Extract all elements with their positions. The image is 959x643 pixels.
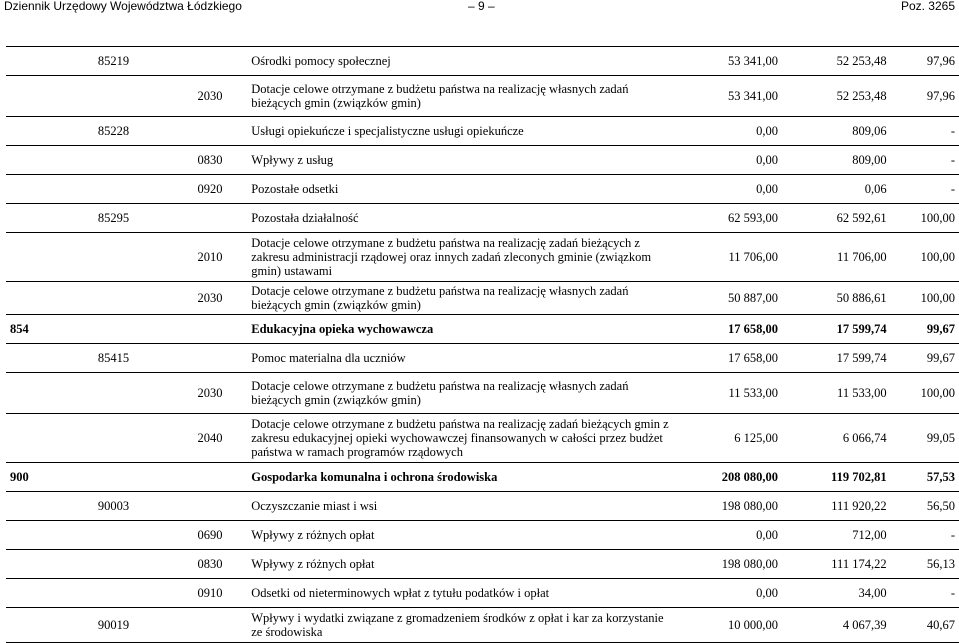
description-cell: Dotacje celowe otrzymane z budżetu państwa na realizację zadań bieżących z zakresu administracji rządowej oraz innych zadań zleconych gminie (związkom gmin) ustawami xyxy=(247,233,673,282)
chapter-cell xyxy=(54,146,173,175)
percent-cell: 100,00 xyxy=(891,204,959,233)
journal-title: Dziennik Urzędowy Województwa Łódzkiego xyxy=(4,0,242,13)
description-cell: Pomoc materialna dla uczniów xyxy=(247,344,673,373)
paragraph-cell: 2030 xyxy=(173,373,247,414)
execution-cell: 52 253,48 xyxy=(782,76,891,117)
percent-cell: 56,13 xyxy=(891,550,959,579)
percent-cell: 100,00 xyxy=(891,282,959,315)
paragraph-cell xyxy=(173,492,247,521)
table-row xyxy=(6,373,959,414)
percent-cell: 97,96 xyxy=(891,76,959,117)
paragraph-cell xyxy=(173,204,247,233)
execution-cell: 11 533,00 xyxy=(782,373,891,414)
chapter-cell: 85228 xyxy=(54,117,173,146)
section-cell xyxy=(6,373,54,414)
page-header xyxy=(0,0,959,14)
table-row xyxy=(6,521,959,550)
chapter-cell: 90003 xyxy=(54,492,173,521)
plan-cell: 0,00 xyxy=(673,117,782,146)
paragraph-cell: 2010 xyxy=(173,233,247,282)
percent-cell: - xyxy=(891,521,959,550)
table-row xyxy=(6,233,959,282)
paragraph-cell: 0830 xyxy=(173,146,247,175)
description-cell: Dotacje celowe otrzymane z budżetu państwa na realizację własnych zadań bieżących gmin (związków gmin) xyxy=(247,282,673,315)
chapter-cell xyxy=(54,414,173,463)
table-row xyxy=(6,76,959,117)
paragraph-cell: 0690 xyxy=(173,521,247,550)
percent-cell: 97,96 xyxy=(891,47,959,76)
section-cell xyxy=(6,76,54,117)
section-cell xyxy=(6,146,54,175)
paragraph-cell: 0920 xyxy=(173,175,247,204)
description-cell: Wpływy i wydatki związane z gromadzeniem środków z opłat i kar za korzystanie ze środowiska xyxy=(247,608,673,643)
section-cell xyxy=(6,47,54,76)
execution-cell: 50 886,61 xyxy=(782,282,891,315)
percent-cell: - xyxy=(891,117,959,146)
execution-cell: 17 599,74 xyxy=(782,344,891,373)
plan-cell: 53 341,00 xyxy=(673,47,782,76)
plan-cell: 198 080,00 xyxy=(673,492,782,521)
paragraph-cell: 0830 xyxy=(173,550,247,579)
execution-cell: 11 706,00 xyxy=(782,233,891,282)
plan-cell: 0,00 xyxy=(673,175,782,204)
description-cell: Ośrodki pomocy społecznej xyxy=(247,47,673,76)
plan-cell: 50 887,00 xyxy=(673,282,782,315)
table-row xyxy=(6,463,959,492)
chapter-cell xyxy=(54,76,173,117)
table-row xyxy=(6,47,959,76)
percent-cell: 40,67 xyxy=(891,608,959,643)
plan-cell: 11 533,00 xyxy=(673,373,782,414)
plan-cell: 0,00 xyxy=(673,579,782,608)
plan-cell: 6 125,00 xyxy=(673,414,782,463)
chapter-cell: 90019 xyxy=(54,608,173,643)
percent-cell: 99,67 xyxy=(891,315,959,344)
chapter-cell xyxy=(54,175,173,204)
paragraph-cell xyxy=(173,117,247,146)
section-cell xyxy=(6,550,54,579)
execution-cell: 17 599,74 xyxy=(782,315,891,344)
table-row xyxy=(6,492,959,521)
section-cell xyxy=(6,414,54,463)
execution-cell: 6 066,74 xyxy=(782,414,891,463)
chapter-cell xyxy=(54,550,173,579)
plan-cell: 198 080,00 xyxy=(673,550,782,579)
table-row xyxy=(6,282,959,315)
section-cell xyxy=(6,344,54,373)
description-cell: Edukacyjna opieka wychowawcza xyxy=(247,315,673,344)
execution-cell: 809,00 xyxy=(782,146,891,175)
section-cell: 900 xyxy=(6,463,54,492)
table-row xyxy=(6,344,959,373)
table-row xyxy=(6,550,959,579)
section-cell xyxy=(6,282,54,315)
execution-cell: 809,06 xyxy=(782,117,891,146)
plan-cell: 10 000,00 xyxy=(673,608,782,643)
budget-table xyxy=(6,46,959,643)
section-cell xyxy=(6,204,54,233)
execution-cell: 111 174,22 xyxy=(782,550,891,579)
paragraph-cell: 2040 xyxy=(173,414,247,463)
section-cell xyxy=(6,175,54,204)
percent-cell: - xyxy=(891,175,959,204)
execution-cell: 62 592,61 xyxy=(782,204,891,233)
description-cell: Dotacje celowe otrzymane z budżetu państwa na realizację zadań bieżących gmin z zakresu edukacyjnej opieki wychowawczej finansowanych w całości przez budżet państwa w ramach programów rządowych xyxy=(247,414,673,463)
plan-cell: 11 706,00 xyxy=(673,233,782,282)
plan-cell: 17 658,00 xyxy=(673,315,782,344)
section-cell xyxy=(6,492,54,521)
section-cell xyxy=(6,521,54,550)
percent-cell: 56,50 xyxy=(891,492,959,521)
description-cell: Usługi opiekuńcze i specjalistyczne usługi opiekuńcze xyxy=(247,117,673,146)
percent-cell: 99,67 xyxy=(891,344,959,373)
percent-cell: 57,53 xyxy=(891,463,959,492)
description-cell: Dotacje celowe otrzymane z budżetu państwa na realizację własnych zadań bieżących gmin (związków gmin) xyxy=(247,76,673,117)
execution-cell: 0,06 xyxy=(782,175,891,204)
section-cell xyxy=(6,608,54,643)
description-cell: Dotacje celowe otrzymane z budżetu państwa na realizację własnych zadań bieżących gmin (związków gmin) xyxy=(247,373,673,414)
page-number: – 9 – xyxy=(468,0,495,13)
table-row xyxy=(6,414,959,463)
execution-cell: 52 253,48 xyxy=(782,47,891,76)
paragraph-cell: 2030 xyxy=(173,282,247,315)
description-cell: Wpływy z różnych opłat xyxy=(247,550,673,579)
chapter-cell xyxy=(54,463,173,492)
chapter-cell xyxy=(54,521,173,550)
paragraph-cell xyxy=(173,463,247,492)
execution-cell: 4 067,39 xyxy=(782,608,891,643)
chapter-cell xyxy=(54,282,173,315)
table-row xyxy=(6,579,959,608)
description-cell: Oczyszczanie miast i wsi xyxy=(247,492,673,521)
table-row xyxy=(6,204,959,233)
execution-cell: 119 702,81 xyxy=(782,463,891,492)
description-cell: Gospodarka komunalna i ochrona środowiska xyxy=(247,463,673,492)
paragraph-cell xyxy=(173,47,247,76)
plan-cell: 53 341,00 xyxy=(673,76,782,117)
paragraph-cell: 0910 xyxy=(173,579,247,608)
description-cell: Wpływy z różnych opłat xyxy=(247,521,673,550)
table-row xyxy=(6,117,959,146)
chapter-cell xyxy=(54,579,173,608)
table-row xyxy=(6,175,959,204)
plan-cell: 0,00 xyxy=(673,521,782,550)
execution-cell: 34,00 xyxy=(782,579,891,608)
paragraph-cell: 2030 xyxy=(173,76,247,117)
plan-cell: 0,00 xyxy=(673,146,782,175)
paragraph-cell xyxy=(173,315,247,344)
position-number: Poz. 3265 xyxy=(900,0,955,13)
description-cell: Pozostałe odsetki xyxy=(247,175,673,204)
percent-cell: 99,05 xyxy=(891,414,959,463)
chapter-cell: 85295 xyxy=(54,204,173,233)
execution-cell: 111 920,22 xyxy=(782,492,891,521)
percent-cell: 100,00 xyxy=(891,233,959,282)
percent-cell: - xyxy=(891,146,959,175)
chapter-cell: 85219 xyxy=(54,47,173,76)
description-cell: Wpływy z usług xyxy=(247,146,673,175)
paragraph-cell xyxy=(173,344,247,373)
plan-cell: 208 080,00 xyxy=(673,463,782,492)
plan-cell: 62 593,00 xyxy=(673,204,782,233)
chapter-cell: 85415 xyxy=(54,344,173,373)
paragraph-cell xyxy=(173,608,247,643)
section-cell xyxy=(6,579,54,608)
execution-cell: 712,00 xyxy=(782,521,891,550)
chapter-cell xyxy=(54,373,173,414)
chapter-cell xyxy=(54,233,173,282)
table-row xyxy=(6,608,959,643)
section-cell xyxy=(6,117,54,146)
table-row xyxy=(6,146,959,175)
table-row xyxy=(6,315,959,344)
percent-cell: 100,00 xyxy=(891,373,959,414)
section-cell: 854 xyxy=(6,315,54,344)
description-cell: Odsetki od nieterminowych wpłat z tytułu podatków i opłat xyxy=(247,579,673,608)
description-cell: Pozostała działalność xyxy=(247,204,673,233)
percent-cell: - xyxy=(891,579,959,608)
chapter-cell xyxy=(54,315,173,344)
section-cell xyxy=(6,233,54,282)
plan-cell: 17 658,00 xyxy=(673,344,782,373)
